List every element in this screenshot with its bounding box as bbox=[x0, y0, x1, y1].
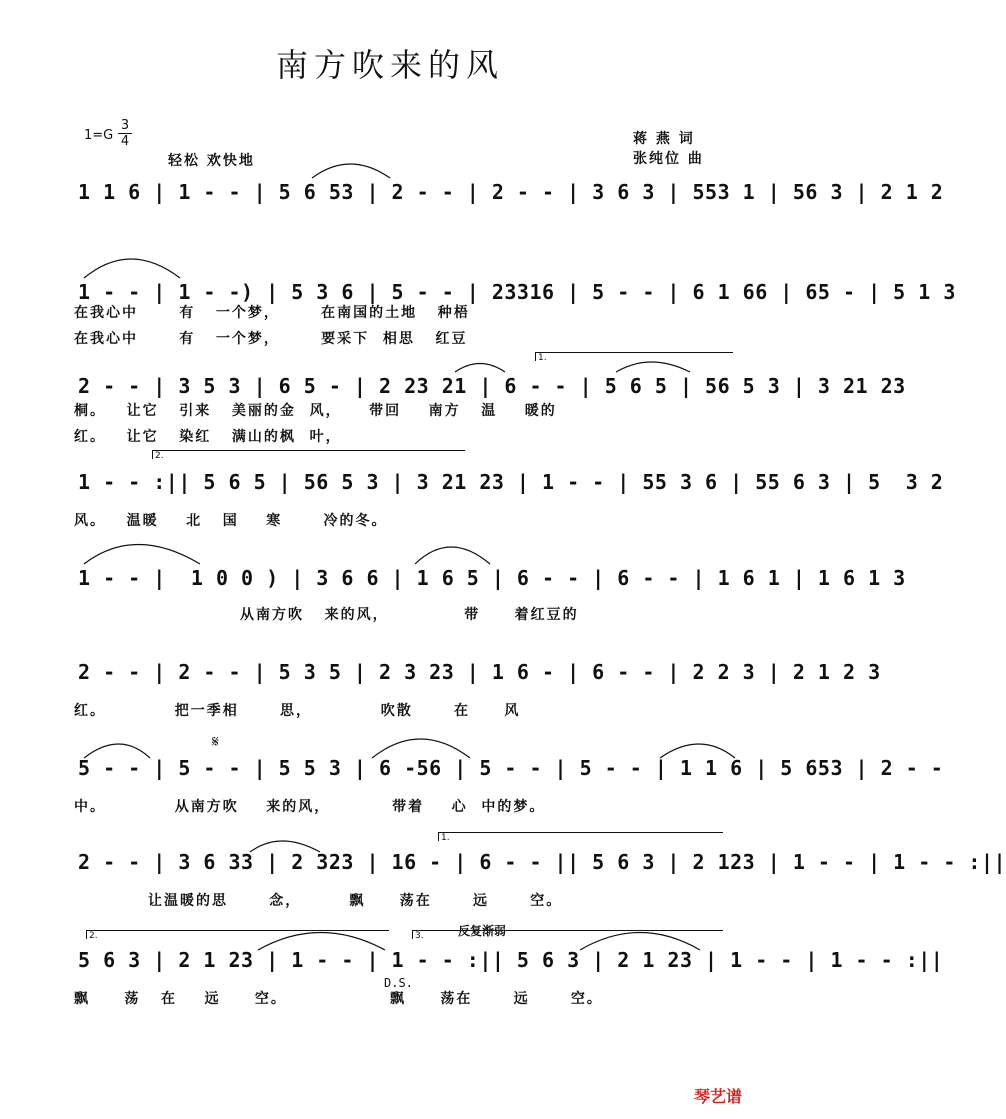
staff-system-8 bbox=[70, 842, 1006, 884]
segno-icon: 𝄋 bbox=[212, 732, 219, 751]
meter-top: 3 bbox=[118, 118, 132, 134]
staff-system-7 bbox=[70, 748, 944, 790]
staff-system-5 bbox=[70, 558, 906, 600]
notation-line: 5 6 3 | 2 1 23 | 1 - - | 1 - - :|| 5 6 3 | 2 1 23 | 1 - - | 1 - - :|| bbox=[78, 948, 944, 972]
volta-1: 1. bbox=[535, 352, 733, 361]
composer-credit: 张纯位 曲 bbox=[633, 151, 704, 167]
lyric-line: 中。 从南方吹 来的风， 带着 心 中的梦。 bbox=[74, 799, 546, 815]
lyric-line: 红。 让它 染红 满山的枫 叶， bbox=[74, 429, 342, 445]
staff-system-1 bbox=[70, 172, 944, 214]
tempo-marking: 轻松 欢快地 bbox=[168, 153, 255, 169]
repeat-fade-marking: 反复渐弱 bbox=[458, 924, 507, 938]
lyricist-credit: 蒋 燕 词 bbox=[633, 131, 695, 147]
lyric-line: 在我心中 有 一个梦， 在南国的土地 种梧 bbox=[74, 305, 470, 321]
notation-line: 2 - - | 2 - - | 5 3 5 | 2 3 23 | 1 6 - | 6 - - | 2 2 3 | 2 1 2 3 bbox=[78, 660, 881, 684]
song-title: 南方吹来的风 bbox=[275, 46, 504, 84]
site-logo: 琴艺谱 bbox=[694, 1087, 743, 1106]
volta-1b: 1. bbox=[438, 832, 723, 841]
notation-line: 2 - - | 3 6 33 | 2 323 | 16 - | 6 - - || 5 6 3 | 2 123 | 1 - - | 1 - - :|| bbox=[78, 850, 1006, 874]
notation-line: 1 1 6 | 1 - - | 5 6 53 | 2 - - | 2 - - | 3 6 3 | 553 1 | 56 3 | 2 1 2 bbox=[78, 180, 944, 204]
lyric-line: 风。 温暖 北 国 寒 冷的冬。 bbox=[74, 513, 388, 529]
volta-3: 3. bbox=[412, 930, 723, 939]
meter-bottom: 4 bbox=[120, 134, 130, 149]
notation-line: 1 - - | 1 - -) | 5 3 6 | 5 - - | 23316 | 5 - - | 6 1 66 | 65 - | 5 1 3 bbox=[78, 280, 956, 304]
lyric-line: 红。 把一季相 思， 吹散 在 风 bbox=[74, 703, 521, 719]
lyric-line: 飘 荡 在 远 空。 飘 荡在 远 空。 bbox=[74, 991, 603, 1007]
staff-system-4 bbox=[70, 462, 944, 504]
volta-2b: 2. bbox=[86, 930, 389, 939]
lyric-line: 从南方吹 来的风， 带 着红豆的 bbox=[240, 607, 579, 623]
time-signature bbox=[118, 118, 132, 149]
lyric-line: 让温暖的思 念， 飘 荡在 远 空。 bbox=[148, 893, 563, 909]
lyric-line: 在我心中 有 一个梦， 要采下 相思 红豆 bbox=[74, 331, 468, 347]
ds-marking: D.S. bbox=[384, 976, 413, 990]
notation-line: 1 - - | 1 0 0 ) | 3 6 6 | 1 6 5 | 6 - - | 6 - - | 1 6 1 | 1 6 1 3 bbox=[78, 566, 906, 590]
notation-line: 5 - - | 5 - - | 5 5 3 | 6 -56 | 5 - - | 5 - - | 1 1 6 | 5 653 | 2 - - bbox=[78, 756, 944, 780]
notation-line: 1 - - :|| 5 6 5 | 56 5 3 | 3 21 23 | 1 - - | 55 3 6 | 55 6 3 | 5 3 2 bbox=[78, 470, 944, 494]
lyric-line: 桐。 让它 引来 美丽的金 风， 带回 南方 温 暖的 bbox=[74, 403, 557, 419]
notation-line: 2 - - | 3 5 3 | 6 5 - | 2 23 21 | 6 - - | 5 6 5 | 56 5 3 | 3 21 23 bbox=[78, 374, 906, 398]
key-signature: 1=G bbox=[84, 128, 114, 143]
volta-2: 2. bbox=[152, 450, 465, 459]
staff-system-6 bbox=[70, 652, 881, 694]
